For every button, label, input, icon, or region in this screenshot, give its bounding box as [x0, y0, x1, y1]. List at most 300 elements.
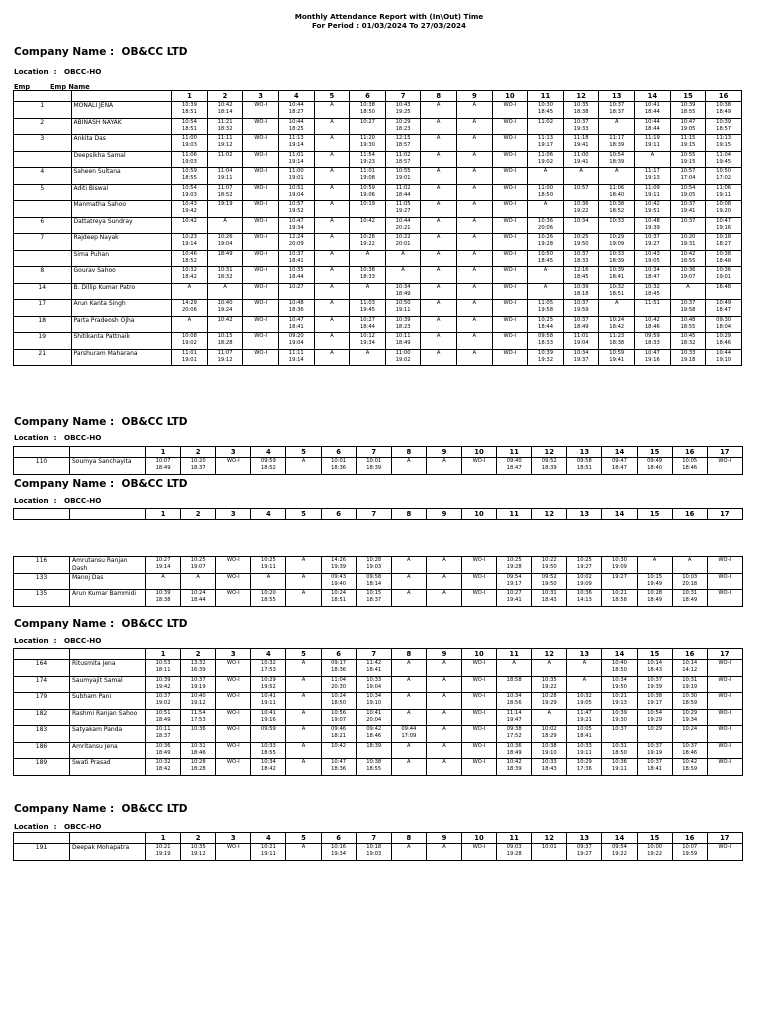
out-time: 18:37 — [190, 465, 206, 472]
attendance-cell — [207, 250, 243, 267]
attendance-cell — [672, 709, 707, 726]
attendance-cell — [278, 201, 314, 218]
attendance-cell — [321, 726, 356, 743]
in-time: 10:42 — [644, 201, 660, 207]
emp-code — [14, 250, 72, 267]
out-time: 18:47 — [612, 465, 627, 472]
attendance-cell — [321, 590, 356, 607]
attendance-cell — [602, 693, 637, 710]
out-time: 18:36 — [331, 766, 347, 773]
in-time: 10:51 — [288, 184, 304, 191]
in-time: 10:54 — [609, 151, 625, 158]
in-time: 09:37 — [576, 844, 592, 850]
attendance-cell — [461, 844, 496, 861]
attendance-cell — [497, 726, 532, 743]
in-time: 11:04 — [217, 168, 233, 174]
day-header: 14 — [635, 91, 671, 102]
out-time: 19:19 — [155, 851, 171, 858]
attendance-cell — [457, 333, 493, 350]
in-time: 11:07 — [217, 184, 233, 191]
emp-code: 189 — [14, 759, 70, 776]
attendance-cell — [706, 184, 742, 201]
attendance-cell — [599, 184, 635, 201]
attendance-cell — [599, 201, 635, 218]
day-header: 11 — [528, 91, 564, 102]
attendance-cell — [426, 458, 461, 475]
emp-code: 17 — [14, 300, 72, 317]
attendance-cell — [314, 184, 350, 201]
attendance-cell — [670, 168, 706, 185]
in-time: A — [330, 283, 334, 290]
in-time: 10:15 — [366, 590, 382, 596]
attendance-cell — [457, 283, 493, 300]
attendance-cell — [492, 316, 528, 333]
attendance-cell — [528, 135, 564, 152]
attendance-cell — [563, 267, 599, 284]
attendance-cell — [385, 201, 421, 218]
out-time: 19:11 — [260, 564, 276, 571]
attendance-cell — [207, 283, 243, 300]
out-time: 19:04 — [366, 683, 382, 690]
out-time: 19:58 — [538, 307, 553, 314]
in-time: WO-I — [254, 102, 268, 108]
in-time: A — [614, 168, 619, 174]
in-time: A — [442, 676, 446, 683]
in-time: A — [472, 118, 477, 125]
out-time: 19:06 — [360, 191, 375, 198]
in-time: 10:27 — [155, 557, 171, 563]
attendance-cell — [421, 118, 457, 135]
in-time: WO-I — [254, 118, 268, 125]
out-time: 19:07 — [680, 274, 696, 281]
attendance-cell — [146, 557, 181, 574]
attendance-cell — [350, 217, 386, 234]
attendance-cell — [286, 844, 321, 861]
out-time: 18:39 — [609, 257, 625, 264]
attendance-cell — [672, 676, 707, 693]
emp-column-header: Emp — [14, 83, 31, 91]
in-time: 09:30 — [716, 316, 732, 323]
emp-name-column-header: Emp Name — [50, 83, 90, 91]
in-time: 10:32 — [155, 759, 171, 765]
in-time: A — [301, 676, 306, 683]
in-time: 10:37 — [573, 316, 589, 323]
day-header: 10 — [461, 447, 496, 458]
in-time: 10:43 — [395, 102, 411, 108]
in-time: WO-I — [254, 217, 268, 224]
in-time: 10:33 — [680, 349, 696, 356]
emp-name: Arun Kanta Singh — [71, 300, 172, 317]
out-time: 19:28 — [506, 851, 522, 858]
emp-code: 191 — [14, 844, 70, 861]
attendance-cell — [243, 201, 279, 218]
day-header: 12 — [532, 649, 567, 660]
in-time: 10:27 — [506, 590, 522, 596]
attendance-cell — [243, 184, 279, 201]
in-time: A — [472, 234, 477, 240]
in-time: 10:34 — [612, 676, 627, 683]
in-time: 16:48 — [716, 283, 732, 290]
in-time: 10:24 — [609, 316, 625, 323]
attendance-cell — [207, 102, 243, 119]
attendance-cell — [637, 759, 672, 776]
in-time: A — [301, 693, 306, 699]
in-time: 11:14 — [506, 709, 522, 716]
in-time: WO-I — [254, 300, 268, 306]
in-time: 10:27 — [360, 316, 375, 323]
in-time: 10:37 — [647, 759, 663, 765]
attendance-cell — [421, 316, 457, 333]
attendance-cell — [251, 676, 286, 693]
attendance-cell — [635, 135, 671, 152]
in-time: 10:54 — [680, 184, 696, 191]
in-time: 10:02 — [576, 573, 592, 580]
attendance-cell — [497, 742, 532, 759]
in-time: 10:50 — [538, 250, 553, 257]
in-time: 10:37 — [155, 693, 171, 699]
in-time: 10:15 — [217, 333, 233, 339]
day-header: 9 — [426, 833, 461, 844]
in-time: A — [301, 742, 306, 749]
attendance-table — [13, 446, 743, 475]
out-time: 19:05 — [576, 700, 592, 707]
day-header: 3 — [216, 447, 251, 458]
out-time: 18:52 — [217, 191, 233, 198]
in-time: A — [301, 573, 306, 580]
attendance-cell — [706, 300, 742, 317]
attendance-cell — [207, 349, 243, 366]
in-time: A — [686, 283, 690, 290]
in-time: 10:29 — [609, 234, 625, 240]
attendance-cell — [599, 333, 635, 350]
attendance-cell — [426, 660, 461, 677]
location-label: Location : OBCC-HO — [14, 67, 102, 76]
out-time: 18:44 — [644, 109, 660, 116]
out-time: 19:07 — [190, 564, 206, 571]
day-header: 9 — [426, 509, 461, 520]
in-time: A — [407, 676, 411, 683]
table-row — [14, 458, 743, 475]
in-time: WO-I — [226, 709, 240, 716]
out-time: 18:36 — [288, 307, 304, 314]
in-time: A — [582, 676, 587, 683]
attendance-cell — [426, 590, 461, 607]
out-time: 18:55 — [680, 257, 696, 264]
emp-name: Manoj Das — [70, 573, 146, 590]
out-time: 19:03 — [366, 564, 382, 571]
attendance-cell — [385, 217, 421, 234]
in-time: 10:37 — [647, 676, 663, 683]
attendance-cell — [706, 168, 742, 185]
out-time: 19:13 — [612, 700, 627, 707]
attendance-cell — [635, 283, 671, 300]
in-time: 10:25 — [576, 557, 592, 563]
in-time: WO-I — [472, 590, 486, 596]
attendance-cell — [706, 250, 742, 267]
attendance-cell — [532, 844, 567, 861]
attendance-cell — [461, 709, 496, 726]
day-header: 16 — [672, 649, 707, 660]
emp-code: 164 — [14, 660, 70, 677]
day-header: 7 — [385, 91, 421, 102]
attendance-cell — [251, 693, 286, 710]
in-time: 10:01 — [366, 458, 382, 464]
attendance-cell — [670, 201, 706, 218]
in-time: A — [330, 250, 334, 257]
attendance-cell — [532, 557, 567, 574]
in-time: 11:05 — [395, 201, 411, 207]
attendance-cell — [172, 234, 208, 251]
attendance-cell — [181, 557, 216, 574]
day-header: 12 — [532, 447, 567, 458]
attendance-cell — [426, 693, 461, 710]
in-time: 11:06 — [538, 151, 553, 158]
out-time: 19:24 — [217, 307, 233, 314]
in-time: 18:39 — [366, 742, 382, 749]
attendance-cell — [670, 135, 706, 152]
in-time: 10:15 — [647, 573, 663, 580]
in-time: 11:13 — [288, 135, 304, 141]
attendance-cell — [181, 742, 216, 759]
attendance-cell — [637, 742, 672, 759]
attendance-table — [13, 832, 743, 861]
attendance-cell — [181, 759, 216, 776]
attendance-cell — [492, 135, 528, 152]
in-time: 10:00 — [647, 844, 663, 850]
emp-code: 182 — [14, 709, 70, 726]
day-header-row — [14, 509, 743, 520]
in-time: 10:29 — [716, 333, 732, 339]
in-time: 10:21 — [612, 693, 627, 699]
blank-header-cell — [14, 447, 70, 458]
attendance-cell — [421, 267, 457, 284]
attendance-cell — [146, 844, 181, 861]
attendance-cell — [243, 217, 279, 234]
in-time: 10:39 — [538, 349, 553, 356]
in-time: A — [442, 709, 446, 716]
in-time: WO-I — [254, 234, 268, 240]
in-time: A — [330, 135, 334, 141]
out-time: 19:19 — [190, 683, 206, 690]
attendance-cell — [457, 135, 493, 152]
in-time: WO-I — [503, 316, 517, 323]
out-time: 19:22 — [612, 851, 627, 858]
attendance-cell — [599, 250, 635, 267]
attendance-cell — [426, 742, 461, 759]
day-header: 5 — [286, 833, 321, 844]
in-time: 10:50 — [716, 168, 732, 174]
attendance-cell — [528, 283, 564, 300]
day-header: 11 — [497, 833, 532, 844]
day-header: 1 — [146, 649, 181, 660]
in-time: 10:34 — [573, 349, 589, 356]
attendance-cell — [286, 458, 321, 475]
out-time: 19:11 — [395, 307, 411, 314]
in-time: A — [442, 742, 446, 749]
out-time: 18:23 — [395, 125, 411, 132]
location-label: Location : OBCC-HO — [14, 636, 102, 645]
out-time: 18:49 — [155, 749, 171, 756]
attendance-cell — [672, 660, 707, 677]
attendance-cell — [457, 234, 493, 251]
out-time: 19:18 — [680, 356, 696, 363]
out-time: 18:47 — [506, 465, 522, 472]
out-time: 19:41 — [573, 142, 589, 149]
emp-code: 18 — [14, 316, 72, 333]
attendance-cell — [216, 693, 251, 710]
in-time: 10:47 — [331, 759, 347, 765]
attendance-cell — [426, 709, 461, 726]
in-time: A — [407, 458, 411, 464]
in-time: 10:43 — [181, 201, 197, 207]
in-time: A — [547, 709, 552, 716]
out-time: 19:01 — [395, 175, 411, 182]
in-time: A — [330, 151, 334, 158]
in-time: WO-I — [226, 759, 240, 765]
day-header: 4 — [251, 649, 286, 660]
in-time: A — [543, 283, 548, 290]
attendance-cell — [563, 102, 599, 119]
in-time: 10:01 — [331, 458, 347, 464]
attendance-cell — [567, 742, 602, 759]
table-row — [14, 283, 742, 300]
in-time: 09:59 — [260, 458, 276, 464]
attendance-cell — [707, 590, 742, 607]
in-time: WO-I — [718, 590, 732, 596]
out-time: 19:13 — [644, 175, 660, 182]
in-time: WO-I — [254, 267, 268, 273]
attendance-cell — [602, 676, 637, 693]
attendance-cell — [637, 557, 672, 574]
in-time: 10:31 — [190, 742, 206, 749]
attendance-cell — [461, 676, 496, 693]
in-time: 10:38 — [366, 759, 382, 765]
out-time: 19:03 — [181, 158, 197, 165]
day-header: 1 — [172, 91, 208, 102]
out-time: 18:25 — [288, 125, 304, 132]
in-time: WO-I — [472, 759, 486, 765]
out-time: 18:46 — [644, 323, 660, 330]
day-header: 1 — [146, 833, 181, 844]
in-time: 10:55 — [680, 151, 696, 158]
in-time: 09:44 — [401, 726, 417, 732]
attendance-cell — [172, 151, 208, 168]
out-time: 18:42 — [155, 766, 171, 773]
attendance-cell — [497, 458, 532, 475]
attendance-cell — [599, 300, 635, 317]
out-time: 19:10 — [716, 356, 732, 363]
attendance-cell — [385, 184, 421, 201]
out-time: 18:47 — [716, 307, 732, 314]
day-header: 13 — [599, 91, 635, 102]
attendance-cell — [602, 573, 637, 590]
out-time: 19:27 — [576, 564, 592, 571]
out-time: 18:55 — [680, 109, 696, 116]
out-time: 18:52 — [181, 257, 197, 264]
emp-code: 8 — [14, 267, 72, 284]
in-time: 10:42 — [682, 759, 698, 765]
emp-name: Parshuram Maharana — [71, 349, 172, 366]
in-time: 10:31 — [541, 590, 557, 596]
in-time: 11:17 — [609, 135, 625, 141]
day-header-row — [14, 91, 742, 102]
attendance-cell — [391, 759, 426, 776]
attendance-cell — [216, 709, 251, 726]
in-time: 10:50 — [395, 300, 411, 306]
attendance-cell — [172, 283, 208, 300]
in-time: 10:08 — [181, 333, 197, 339]
out-time: 18:27 — [288, 109, 304, 116]
in-time: A — [472, 201, 477, 207]
attendance-cell — [207, 184, 243, 201]
in-time: A — [472, 349, 477, 356]
in-time: 10:30 — [538, 102, 553, 108]
attendance-cell — [672, 590, 707, 607]
out-time: 17:02 — [716, 175, 732, 182]
out-time: 19:34 — [682, 716, 698, 723]
in-time: 10:20 — [190, 458, 206, 464]
attendance-cell — [567, 844, 602, 861]
attendance-cell — [350, 300, 386, 317]
attendance-cell — [350, 151, 386, 168]
attendance-cell — [635, 333, 671, 350]
emp-name: Subham Pani — [70, 693, 146, 710]
in-time: 10:43 — [644, 250, 660, 257]
in-time: 10:36 — [576, 590, 592, 596]
attendance-cell — [243, 135, 279, 152]
out-time: 19:39 — [331, 564, 347, 571]
attendance-cell — [278, 316, 314, 333]
in-time: 11:19 — [644, 135, 660, 141]
out-time: 18:57 — [395, 158, 411, 165]
attendance-cell — [321, 458, 356, 475]
in-time: 10:37 — [612, 726, 627, 732]
attendance-cell — [421, 349, 457, 366]
attendance-cell — [492, 333, 528, 350]
attendance-cell — [356, 660, 391, 677]
out-time: 19:19 — [647, 749, 663, 756]
attendance-cell — [563, 333, 599, 350]
in-time: 10:55 — [395, 168, 411, 174]
attendance-cell — [251, 660, 286, 677]
attendance-cell — [314, 349, 350, 366]
attendance-cell — [635, 349, 671, 366]
in-time: WO-I — [718, 844, 732, 850]
attendance-cell — [528, 102, 564, 119]
in-time: 10:36 — [573, 201, 589, 207]
out-time: 18:41 — [288, 257, 304, 264]
attendance-cell — [492, 349, 528, 366]
in-time: 10:41 — [260, 693, 276, 699]
attendance-cell — [457, 267, 493, 284]
in-time: 11:20 — [360, 135, 375, 141]
attendance-cell — [385, 102, 421, 119]
out-time: 18:37 — [366, 597, 382, 604]
attendance-cell — [207, 234, 243, 251]
attendance-cell — [181, 844, 216, 861]
in-time: 10:31 — [682, 590, 698, 596]
out-time: 19:45 — [360, 307, 375, 314]
in-time: 11:21 — [217, 118, 233, 125]
attendance-cell — [146, 660, 181, 677]
out-time: 18:37 — [155, 733, 171, 740]
attendance-cell — [286, 709, 321, 726]
out-time: 19:14 — [181, 241, 197, 248]
in-time: WO-I — [718, 709, 732, 716]
in-time: WO-I — [226, 660, 240, 666]
in-time: A — [436, 300, 441, 306]
in-time: 10:37 — [190, 676, 206, 683]
